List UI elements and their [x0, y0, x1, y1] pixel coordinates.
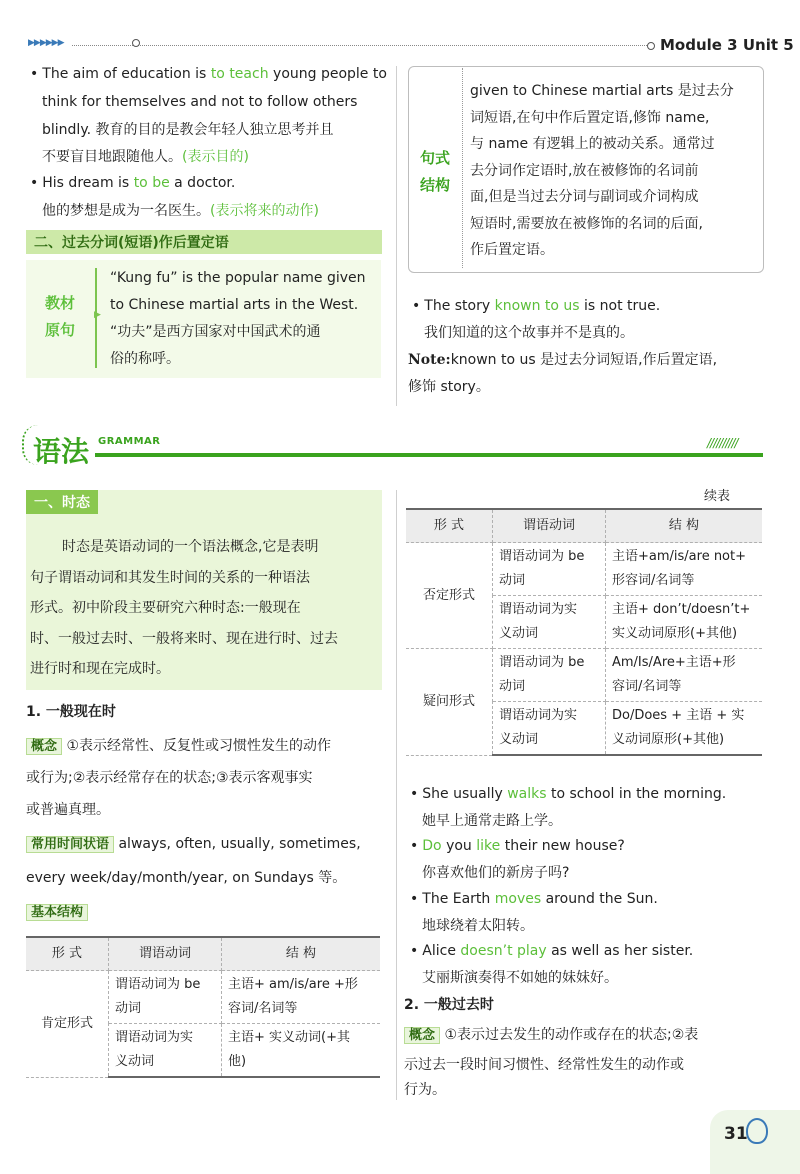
column-divider: [396, 66, 397, 406]
table-cell: 谓语动词为 be 动词: [493, 649, 606, 702]
header-rule: [72, 45, 647, 46]
concept-line: 行为。: [404, 1082, 446, 1098]
table-header: 谓语动词: [493, 509, 606, 543]
intro-text: [30, 532, 338, 685]
adverbial-line: 常用时间状语 always, often, usually, sometimes,: [26, 834, 361, 855]
section-heading: 二、过去分词(短语)作后置定语: [26, 230, 382, 254]
header-dot: [647, 42, 655, 50]
example-sentence: • His dream is to be a doctor.: [30, 173, 235, 193]
text-line: 形式。初中阶段主要研究六种时态:一般现在: [30, 600, 301, 616]
table-form: 否定形式: [406, 543, 493, 649]
table-header: 形 式: [26, 937, 109, 971]
subsection-title: 2. 一般过去时: [404, 997, 494, 1013]
column-divider: [396, 490, 397, 1100]
table-cell: 主语+ don’t/doesn’t+ 实义动词原形(+其他): [606, 596, 763, 649]
example-sentence: • The story known to us is not true.: [412, 296, 660, 316]
structure-label: 句式: [420, 149, 451, 167]
example-sentence: • The aim of education is to teach young people to: [30, 64, 387, 84]
text-line: 去分词作定语时,放在被修饰的名词前: [470, 162, 699, 179]
source-text: “Kung fu” is the popular name given: [110, 270, 366, 286]
text-line: 词短语,在句中作后置定语,修饰 name,: [470, 109, 710, 126]
concept-line: 概念 ①表示经常性、反复性或习惯性发生的动作: [26, 736, 331, 757]
example-text: 她早上通常走路上学。: [422, 813, 562, 829]
text-line: 短语时,需要放在被修饰的名词的后面,: [470, 215, 703, 232]
module-title: Module 3 Unit 5: [660, 36, 794, 54]
example-text: 他的梦想是成为一名医生。(表示将来的动作): [42, 203, 319, 219]
note: 修饰 story。: [408, 379, 490, 395]
text-line: 面,但是当过去分词与副词或介词构成: [470, 189, 699, 205]
table-form: 肯定形式: [26, 971, 109, 1078]
tense-table: [26, 936, 380, 1078]
table-header: 结 构: [222, 937, 381, 971]
header-dot: [132, 39, 140, 47]
grammar-title-en: GRAMMAR: [98, 436, 161, 447]
continued-label: 续表: [704, 489, 731, 504]
text-line: 与 name 有逻辑上的被动关系。通常过: [470, 136, 715, 152]
source-text: “功夫”是西方国家对中国武术的通: [110, 324, 321, 340]
table-form: 疑问形式: [406, 649, 493, 756]
table-cell: Do/Does + 主语 + 实 义动词原形(+其他): [606, 702, 763, 756]
text-line: 句子谓语动词和其发生时间的关系的一种语法: [30, 569, 310, 586]
table-cell: 谓语动词为 be 动词: [493, 543, 606, 596]
tense-table-continued: [406, 508, 762, 756]
text-line: 时态是英语动词的一个语法概念,它是表明: [62, 539, 319, 555]
table-cell: 主语+ 实义动词(+其 他): [222, 1024, 381, 1078]
table-cell: Am/Is/Are+主语+形 容词/名词等: [606, 649, 763, 702]
concept-line: 示过去一段时间习惯性、经常性发生的动作或: [404, 1057, 684, 1073]
example-text: 你喜欢他们的新房子吗?: [422, 865, 570, 881]
example-text: 艾丽斯演奏得不如她的妹妹好。: [422, 970, 618, 986]
grammar-title: 语法: [33, 435, 90, 468]
text-line: 作后置定语。: [470, 242, 554, 258]
note: Note:known to us 是过去分词短语,作后置定语,: [408, 352, 718, 368]
table-cell: 谓语动词为实 义动词: [493, 596, 606, 649]
source-text: 俗的称呼。: [110, 351, 180, 367]
concept-line: 或普遍真理。: [26, 802, 110, 818]
text-line: 时、一般过去时、一般将来时、现在进行时、过去: [30, 630, 338, 647]
example-sentence: • She usually walks to school in the morning.: [410, 784, 726, 804]
subsection-title: 1. 一般现在时: [26, 704, 116, 720]
section-heading: 一、时态: [26, 490, 98, 514]
table-cell: 主语+ am/is/are +形 容词/名词等: [222, 971, 381, 1024]
table-header: 谓语动词: [109, 937, 222, 971]
example-sentence: • Alice doesn’t play as well as her sister.: [410, 941, 693, 961]
page-number: 31: [724, 1124, 748, 1144]
structure-tag: 基本结构: [26, 904, 88, 921]
example-text: think for themselves and not to follow others: [42, 94, 358, 110]
example-sentence: • The Earth moves around the Sun.: [410, 889, 658, 909]
example-text: 不要盲目地跟随他人。(表示目的): [42, 149, 249, 165]
grammar-rule: [95, 453, 763, 457]
header-arrows: ▶▶▶▶▶▶: [28, 38, 64, 48]
source-label: 教材: [45, 294, 76, 312]
source-text: to Chinese martial arts in the West.: [110, 297, 359, 313]
adverbial-line: every week/day/month/year, on Sundays 等。: [26, 870, 347, 886]
arrow-icon: ▶: [94, 310, 101, 320]
table-cell: 谓语动词为 be 动词: [109, 971, 222, 1024]
example-sentence: • Do you like their new house?: [410, 836, 625, 856]
table-cell: 谓语动词为实 义动词: [493, 702, 606, 756]
source-label: 原句: [45, 321, 76, 339]
structure-label: 结构: [420, 176, 451, 194]
adverbial-tag: 常用时间状语: [26, 836, 114, 853]
grammar-slashes: //////////: [707, 436, 738, 450]
text-line: given to Chinese martial arts 是过去分: [470, 83, 734, 99]
balloon-icon: [746, 1118, 768, 1144]
table-cell: 谓语动词为实 义动词: [109, 1024, 222, 1078]
example-text: 地球绕着太阳转。: [422, 918, 534, 934]
concept-tag: 概念: [404, 1027, 440, 1044]
table-header: 形 式: [406, 509, 493, 543]
structure-text: [470, 78, 734, 264]
structure-divider: [462, 68, 464, 268]
example-text: 我们知道的这个故事并不是真的。: [424, 325, 634, 341]
text-line: 进行时和现在完成时。: [30, 661, 170, 677]
concept-line: 或行为;②表示经常存在的状态;③表示客观事实: [26, 770, 313, 786]
structure-line: [26, 902, 88, 923]
example-text: blindly. 教育的目的是教会年轻人独立思考并且: [42, 122, 334, 138]
concept-line: 概念 ①表示过去发生的动作或存在的状态;②表: [404, 1025, 698, 1046]
table-cell: 主语+am/is/are not+ 形容词/名词等: [606, 543, 763, 596]
table-header: 结 构: [606, 509, 763, 543]
concept-tag: 概念: [26, 738, 62, 755]
